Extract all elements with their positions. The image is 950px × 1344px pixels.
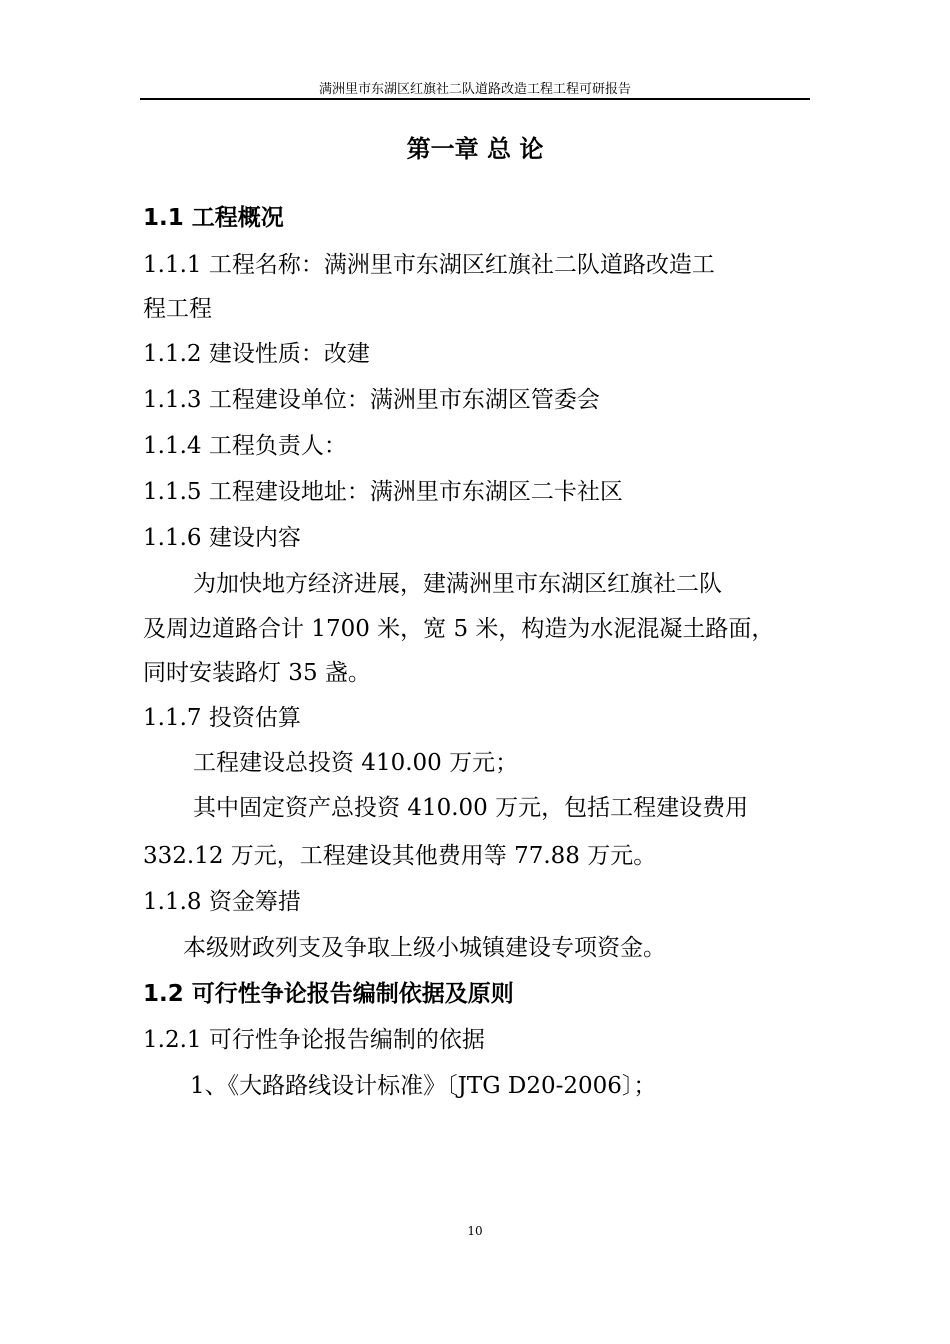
project-leader: 1.1.4 工程负责人： — [143, 433, 347, 459]
content-paragraph-line3: 同时安装路灯 35 盏。 — [143, 660, 371, 686]
section-1-1-heading: 1.1 工程概况 — [143, 205, 284, 231]
investment-line2: 其中固定资产总投资 410.00 万元，包括工程建设费用 — [193, 795, 749, 821]
content-heading: 1.1.6 建设内容 — [143, 525, 301, 551]
investment-line3: 332.12 万元，工程建设其他费用等 77.88 万元。 — [143, 843, 657, 869]
investment-heading: 1.1.7 投资估算 — [143, 705, 301, 731]
basis-heading: 1.2.1 可行性争论报告编制的依据 — [143, 1027, 485, 1053]
funding-paragraph: 本级财政列支及争取上级小城镇建设专项资金。 — [183, 935, 666, 961]
header-rule — [140, 98, 810, 100]
investment-line1: 工程建设总投资 410.00 万元； — [193, 750, 519, 776]
page-number: 10 — [467, 1224, 483, 1238]
content-paragraph-line2: 及周边道路合计 1700 米，宽 5 米，构造为水泥混凝土路面， — [143, 616, 775, 642]
running-header: 满洲里市东湖区红旗社二队道路改造工程工程可研报告 — [318, 82, 631, 97]
section-1-2-heading: 1.2 可行性争论报告编制依据及原则 — [143, 981, 514, 1007]
construction-unit: 1.1.3 工程建设单位：满洲里市东湖区管委会 — [143, 387, 600, 413]
basis-item-1: 1、《大路路线设计标准》〔JTG D20-2006〕； — [190, 1073, 657, 1099]
chapter-title: 第一章 总 论 — [406, 135, 544, 163]
construction-address: 1.1.5 工程建设地址：满洲里市东湖区二卡社区 — [143, 479, 623, 505]
project-name-line1: 1.1.1 工程名称：满洲里市东湖区红旗社二队道路改造工 — [143, 252, 715, 278]
construction-nature: 1.1.2 建设性质：改建 — [143, 341, 370, 367]
funding-heading: 1.1.8 资金筹措 — [143, 889, 301, 915]
project-name-line2: 程工程 — [143, 296, 212, 322]
content-paragraph-line1: 为加快地方经济进展，建满洲里市东湖区红旗社二队 — [193, 571, 722, 597]
